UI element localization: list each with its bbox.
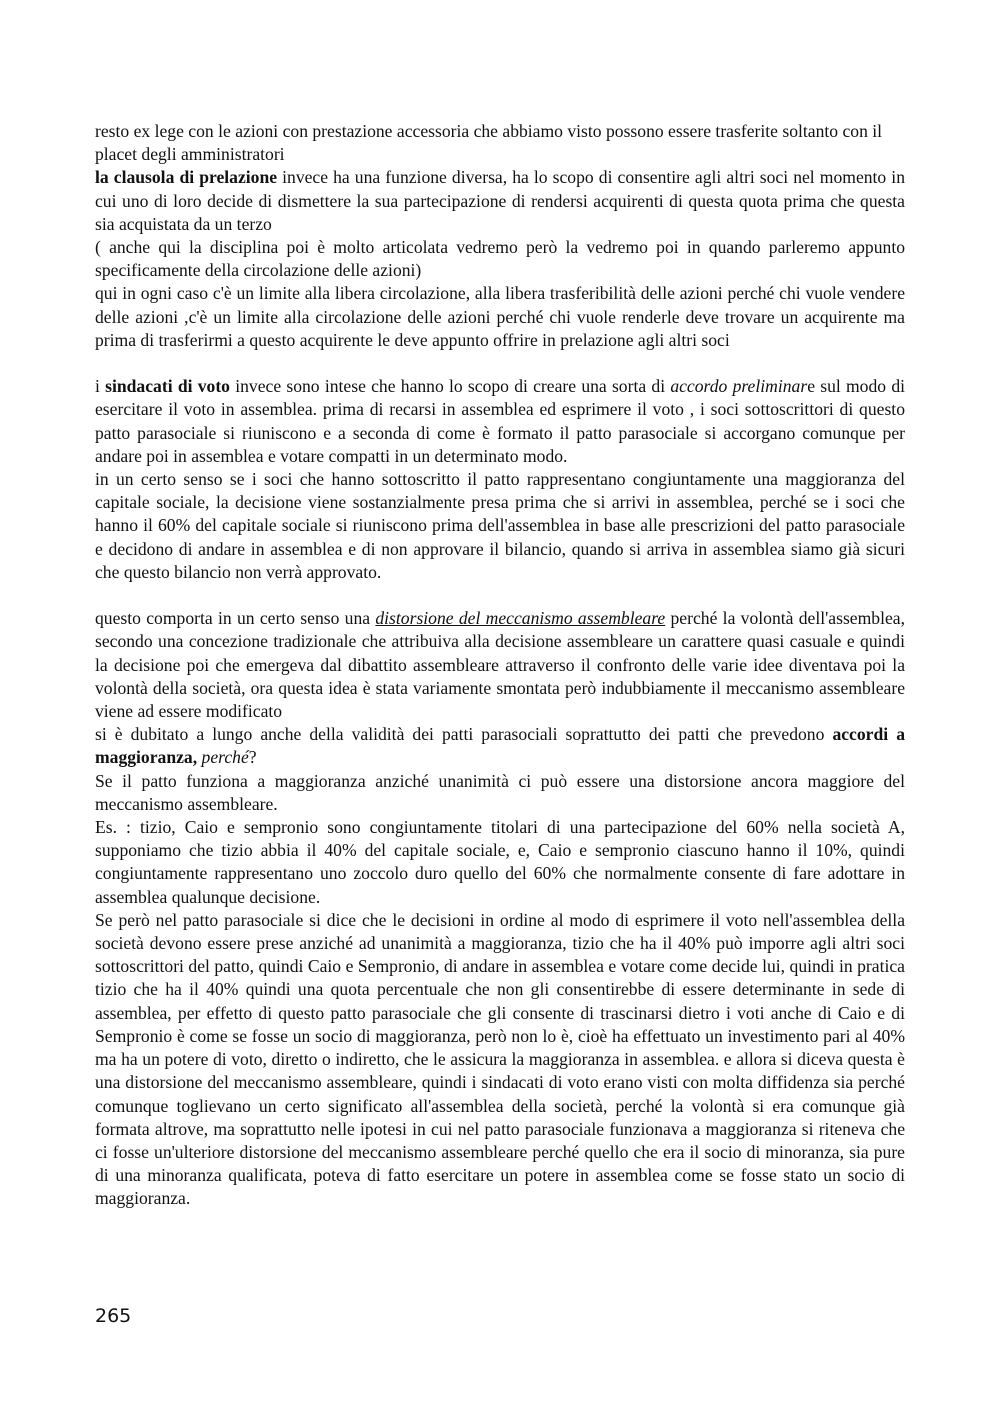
paragraph-maggioranza-capitale: in un certo senso se i soci che hanno sottoscritto il patto rappresentano congiuntamente una maggioranza del capitale sociale, la decisione viene sostanzialmente presa prima che si arrivi in assemblea, perché se i soci che hanno il 60% del capitale sociale si riuniscono prima dell'assemblea in base alle prescrizioni del patto parasociale e decidono di andare in assemblea e di non approvare il bilancio, quando si arriva in assemblea siamo già sicuri che questo bilancio non verrà approvato. [95, 469, 905, 582]
paragraph-text: questo comporta in un certo senso una [95, 608, 376, 629]
term-accordi-maggioranza: accordi a maggioranza, [95, 724, 905, 768]
paragraph-limite-circolazione: qui in ogni caso c'è un limite alla libera circolazione, alla libera trasferibilità delle azioni perché chi vuole vendere delle azioni ,c'è un limite alla circolazione delle azioni perché chi vuole renderle deve trovare un acquirente ma prima di trasferirmi a questo acquirente le deve appunto offrire in prelazione agli altri soci [95, 283, 905, 350]
page-number: 265 [95, 1305, 132, 1327]
term-clausola-prelazione: la clausola di prelazione [95, 167, 278, 188]
paragraph-text: i [95, 376, 106, 397]
paragraph-esempio: Es. : tizio, Caio e sempronio sono congiuntamente titolari di una partecipazione del 60% nella società A, supponiamo che tizio abbia il 40% del capitale sociale, e, Caio e sempronio ciascuno hanno il 10%, quindi congiuntamente rappresentano uno zoccolo duro quello del 60% che normalmente consente di fare adottare in assemblea qualunque decisione. [95, 817, 905, 907]
term-sindacati-voto: sindacati di voto [105, 376, 230, 397]
paragraph-text: ? [248, 747, 257, 768]
paragraph-distorsione [95, 607, 905, 723]
term-accordo-preliminare: accordo preliminar [670, 376, 808, 397]
blank-line [95, 352, 905, 375]
paragraph-patto-maggioranza: Se però nel patto parasociale si dice che le decisioni in ordine al modo di esprimere il voto nell'assemblea della società devono essere prese anziché ad unanimità a maggioranza, tizio che ha il 40% può imporre agli altri soci sottoscrittori del patto, quindi Caio e Sempronio, di andare in assemblea e votare come decide lui, quindi in pratica tizio che ha il 40% quindi una quota percentuale che non gli consentirebbe di essere determinante in sede di assemblea, per effetto di questo patto parasociale che gli consente di trascinarsi dietro i voti anche di Caio e di Sempronio è come se fosse un socio di maggioranza, però non lo è, cioè ha effettuato un investimento pari al 40% ma ha un potere di voto, diretto o indiretto, che le assicura la maggioranza in assemblea. e allora si diceva questa è una distorsione del meccanismo assembleare, quindi i sindacati di voto erano visti con molta diffidenza sia perché comunque toglievano un certo significato all'assemblea della società, perché la volontà si era comunque già formata altrove, ma soprattutto nelle ipotesi in cui nel patto parasociale funzionava a maggioranza si riteneva che ci fosse un'ulteriore distorsione del meccanismo assembleare perché quello che era il socio di minoranza, sia pure di una minoranza qualificata, poteva di fatto esercitare un potere in assemblea come se fosse stato un socio di maggioranza. [95, 909, 905, 1209]
paragraph-maggioranza-unanimita: Se il patto funziona a maggioranza anziché unanimità ci può essere una distorsione ancora maggiore del meccanismo assembleare. [95, 770, 905, 814]
paragraph-text: perché la volontà dell'assemblea, secondo una concezione tradizionale che attribuiva alla decisione assembleare un carattere quasi casuale e quindi la decisione poi che emergeva dal dibattito assembleare attraverso il confronto delle varie idee diventava poi la volontà della società, ora questa idea è stata variamente smontata però indubbiamente il meccanismo assembleare viene ad essere modificato [95, 608, 905, 722]
paragraph-text: invece sono intese che hanno lo scopo di creare una sorta di [229, 376, 671, 397]
paragraph-text: invece ha una funzione diversa, ha lo scopo di consentire agli altri soci nel momento in cui uno di loro decide di dismettere la sua partecipazione di rendersi acquirenti di questa quota prima che questa sia acquistata da un terzo [95, 167, 905, 234]
paragraph-disciplina-note: ( anche qui la disciplina poi è molto articolata vedremo però la vedremo poi in quando parleremo appunto specificamente della circolazione delle azioni) [95, 237, 905, 281]
paragraph-azioni-prestazione-accessoria: resto ex lege con le azioni con prestazione accessoria che abbiamo visto possono essere trasferite soltanto con il placet degli amministratori [95, 121, 883, 165]
document-body [95, 120, 905, 1211]
paragraph-clausola-prelazione [95, 166, 905, 236]
paragraph-text: e sul modo di esercitare il voto in assemblea. prima di recarsi in assemblea ed esprimere il voto , i soci sottoscrittori di questo patto parasociale si riuniscono e a seconda di come è formato il patto parasociale si accorgano comunque per andare poi in assemblea e votare compatti in un determinato modo. [95, 376, 905, 466]
term-perche: perché [201, 747, 249, 768]
paragraph-validita-patti [95, 723, 905, 769]
paragraph-text: si è dubitato a lungo anche della validità dei patti parasociali soprattutto dei patti che prevedono [95, 724, 833, 745]
paragraph-sindacati-voto [95, 375, 905, 468]
term-distorsione-meccanismo: distorsione del meccanismo assembleare [375, 608, 666, 629]
blank-line [95, 584, 905, 607]
